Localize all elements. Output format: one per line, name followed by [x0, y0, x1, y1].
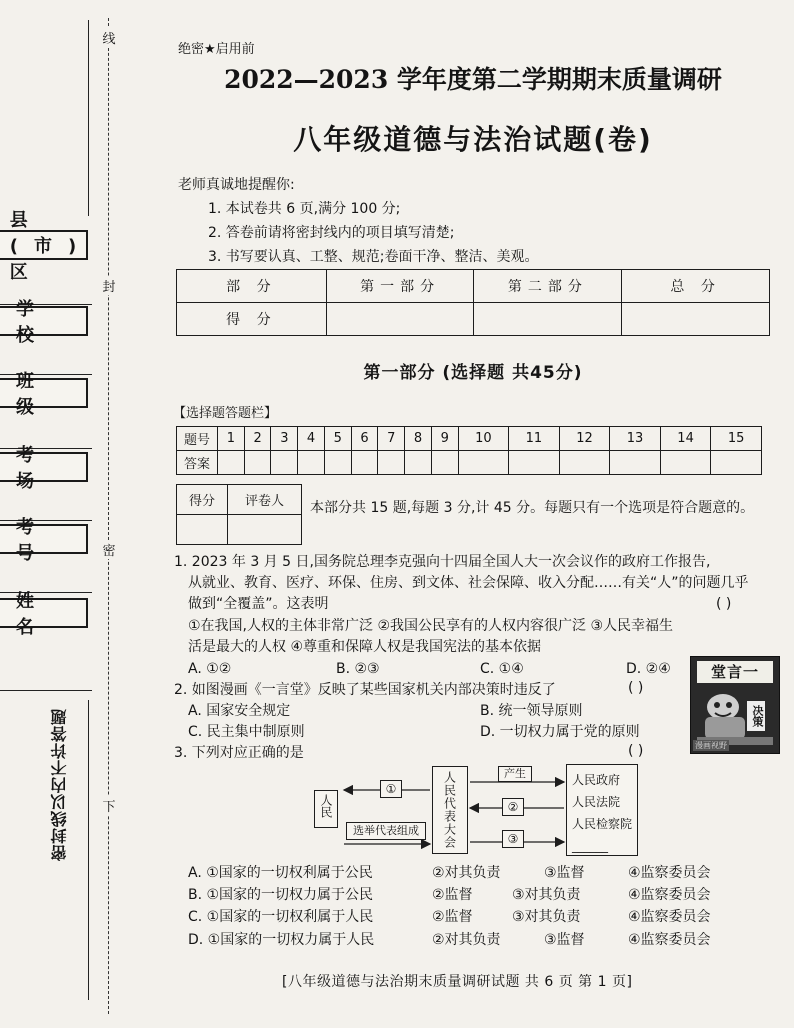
q3-c-part3: ③对其负责 [512, 909, 581, 925]
seal-char-secret: 密 [100, 540, 118, 559]
q3-c-part1: C. ①国家的一切权利属于人民 [188, 909, 374, 925]
answer-number-1: 1 [218, 427, 245, 451]
q2-stem: 2. 如图漫画《一言堂》反映了某些国家机关内部决策时违反了 [174, 682, 556, 698]
answer-cell-15[interactable] [711, 451, 762, 475]
q3-answer-paren[interactable]: ( ) [628, 743, 644, 759]
q3-b-part2: ②监督 [432, 887, 473, 903]
diagram-congress-box [432, 766, 468, 854]
q1-stem-line1: 1. 2023 年 3 月 5 日,国务院总理李克强向十四届全国人大一次会议作的政府工作报告, [174, 554, 711, 570]
q2-option-b[interactable]: B. 统一领导原则 [480, 703, 583, 719]
answer-number-2: 2 [244, 427, 271, 451]
q3-d-part2: ②对其负责 [432, 932, 501, 948]
q3-d-part3: ③监督 [544, 932, 585, 948]
name-field-label[interactable]: 姓 名 [0, 598, 88, 628]
exam-subtitle: 八年级道德与法治试题(卷) [293, 123, 653, 156]
q3-a-part2: ②对其负责 [432, 865, 501, 881]
score-col-part1: 第一部分 [326, 270, 474, 303]
answer-number-14: 14 [660, 427, 711, 451]
grader-reviewer-label: 评卷人 [228, 485, 302, 515]
cartoon-image [690, 656, 780, 754]
answer-cell-10[interactable] [458, 451, 509, 475]
answer-cell-11[interactable] [509, 451, 560, 475]
q2-answer-paren[interactable]: ( ) [628, 680, 644, 696]
answer-number-9: 9 [431, 427, 458, 451]
answer-number-5: 5 [324, 427, 351, 451]
answer-number-11: 11 [509, 427, 560, 451]
answer-number-8: 8 [405, 427, 432, 451]
exam-title: 2022—2023 学年度第二学期期末质量调研 [224, 65, 722, 94]
answer-cell-13[interactable] [610, 451, 661, 475]
q1-stem-line2: 从就业、教育、医疗、环保、住房、到文体、社会保障、收入分配……有关“人”的问题几乎 [188, 575, 749, 591]
q3-b-part1: B. ①国家的一切权力属于公民 [188, 887, 374, 903]
answer-number-15: 15 [711, 427, 762, 451]
q2-option-d[interactable]: D. 一切权力属于党的原则 [480, 724, 640, 740]
score-col-part: 部 分 [177, 270, 327, 303]
diagram-blank-2-label: ② [507, 800, 519, 814]
seal-dashed-line [108, 18, 109, 1014]
cartoon-figure-icon [691, 657, 779, 753]
diagram-elect-box [346, 822, 426, 840]
diagram-elect-label: 选举代表组成 [353, 824, 419, 837]
q1-option-d[interactable]: D. ②④ [626, 661, 671, 677]
reminder-heading: 老师真诚地提醒你: [178, 177, 295, 193]
q1-option-c[interactable]: C. ①④ [480, 661, 524, 677]
exam-number-field-label[interactable]: 考 号 [0, 524, 88, 554]
diagram-blank-3[interactable] [502, 830, 524, 848]
diagram-blank-3-label: ③ [507, 832, 519, 846]
answer-cell-6[interactable] [351, 451, 378, 475]
exam-room-field-label[interactable]: 考 场 [0, 452, 88, 482]
answer-cell-9[interactable] [431, 451, 458, 475]
diagram-blank-1-label: ① [385, 782, 397, 796]
q3-a-part4: ④监察委员会 [628, 865, 711, 881]
q1-option-b[interactable]: B. ②③ [336, 661, 380, 677]
score-col-total: 总 分 [622, 270, 770, 303]
answer-number-12: 12 [559, 427, 610, 451]
side-rule-bottom [88, 700, 89, 1000]
rule-3: 3. 书写要认真、工整、规范;卷面干净、整洁、美观。 [208, 249, 539, 265]
no-answer-note: 密封线以内不许答题 [50, 708, 69, 861]
school-field-label[interactable]: 学 校 [0, 306, 88, 336]
answer-number-10: 10 [458, 427, 509, 451]
q1-option-a[interactable]: A. ①② [188, 661, 232, 677]
answer-number-13: 13 [610, 427, 661, 451]
diagram-people-box [314, 790, 338, 828]
grader-score-cell[interactable] [177, 515, 228, 545]
diagram-organ-blank[interactable]: ______ [572, 839, 608, 853]
seal-char-line: 线 [100, 28, 118, 47]
grader-table [176, 484, 302, 545]
diagram-organ-court: 人民法院 [572, 795, 621, 809]
answer-cell-14[interactable] [660, 451, 711, 475]
q3-d-part4: ④监察委员会 [628, 932, 711, 948]
score-cell-part1[interactable] [326, 303, 474, 336]
diagram-produce-label: 产生 [504, 767, 526, 780]
diagram-people-label: 人民 [319, 794, 333, 818]
part1-instruction: 本部分共 15 题,每题 3 分,计 45 分。每题只有一个选项是符合题意的。 [310, 500, 755, 516]
q2-option-c[interactable]: C. 民主集中制原则 [188, 724, 305, 740]
q3-stem: 3. 下列对应正确的是 [174, 745, 304, 761]
score-col-part2: 第二部分 [474, 270, 622, 303]
answer-number-4: 4 [298, 427, 325, 451]
answer-table [176, 426, 762, 475]
answer-cell-5[interactable] [324, 451, 351, 475]
score-cell-total[interactable] [622, 303, 770, 336]
q1-statements-line2: 活是最大的人权 ④尊重和保障人权是我国宪法的基本依据 [188, 639, 541, 655]
score-cell-part2[interactable] [474, 303, 622, 336]
answer-cell-1[interactable] [218, 451, 245, 475]
q3-b-part4: ④监察委员会 [628, 887, 711, 903]
page-footer: [八年级道德与法治期末质量调研试题 共 6 页 第 1 页] [282, 974, 633, 990]
answer-cell-3[interactable] [271, 451, 298, 475]
q1-statements-line1: ①在我国,人权的主体非常广泛 ②我国公民享有的人权内容很广泛 ③人民幸福生 [188, 618, 674, 634]
seal-char-seal: 封 [100, 276, 118, 295]
diagram-congress-label: 人民代表大会 [442, 771, 457, 849]
answer-cell-8[interactable] [405, 451, 432, 475]
county-field-label[interactable]: 县(市)区 [0, 230, 88, 260]
cartoon-sign: 决策 [747, 701, 765, 731]
grader-score-label: 得分 [177, 485, 228, 515]
answer-row-label-number: 题号 [177, 427, 218, 451]
diagram-produce-box [498, 766, 532, 782]
class-field-label[interactable]: 班 级 [0, 378, 88, 408]
q3-c-part2: ②监督 [432, 909, 473, 925]
name-underline [0, 690, 92, 691]
diagram-blank-1[interactable] [380, 780, 402, 798]
rule-1: 1. 本试卷共 6 页,满分 100 分; [208, 201, 401, 217]
seal-char-below: 下 [100, 796, 118, 815]
q2-option-a[interactable]: A. 国家安全规定 [188, 703, 291, 719]
q3-d-part1: D. ①国家的一切权力属于人民 [188, 932, 375, 948]
q3-c-part4: ④监察委员会 [628, 909, 711, 925]
q3-b-part3: ③对其负责 [512, 887, 581, 903]
answer-cell-4[interactable] [298, 451, 325, 475]
q1-answer-paren[interactable]: ( ) [716, 596, 732, 612]
answer-number-7: 7 [378, 427, 405, 451]
answer-cell-7[interactable] [378, 451, 405, 475]
diagram-organ-government: 人民政府 [572, 773, 621, 787]
side-rule [88, 20, 89, 216]
score-table [176, 269, 770, 336]
diagram-blank-2[interactable] [502, 798, 524, 816]
cartoon-banner: 堂言一 [697, 661, 773, 683]
q3-a-part1: A. ①国家的一切权利属于公民 [188, 865, 373, 881]
score-row-label: 得 分 [177, 303, 327, 336]
q3-a-part3: ③监督 [544, 865, 585, 881]
answer-number-6: 6 [351, 427, 378, 451]
answer-number-3: 3 [271, 427, 298, 451]
grader-reviewer-cell[interactable] [228, 515, 302, 545]
cartoon-caption: 漫画视野 [695, 741, 727, 750]
part1-title: 第一部分 (选择题 共45分) [363, 363, 583, 383]
answer-cell-12[interactable] [559, 451, 610, 475]
q1-stem-line3: 做到“全覆盖”。这表明 [188, 596, 329, 612]
rule-2: 2. 答卷前请将密封线内的项目填写清楚; [208, 225, 455, 241]
diagram-organ-procuratorate: 人民检察院 [572, 817, 633, 831]
answer-cell-2[interactable] [244, 451, 271, 475]
confidential-mark: 绝密★启用前 [178, 42, 255, 57]
answer-sheet-label: 【选择题答题栏】 [173, 406, 278, 421]
diagram-organs-box [566, 764, 638, 856]
answer-row-label-answer: 答案 [177, 451, 218, 475]
